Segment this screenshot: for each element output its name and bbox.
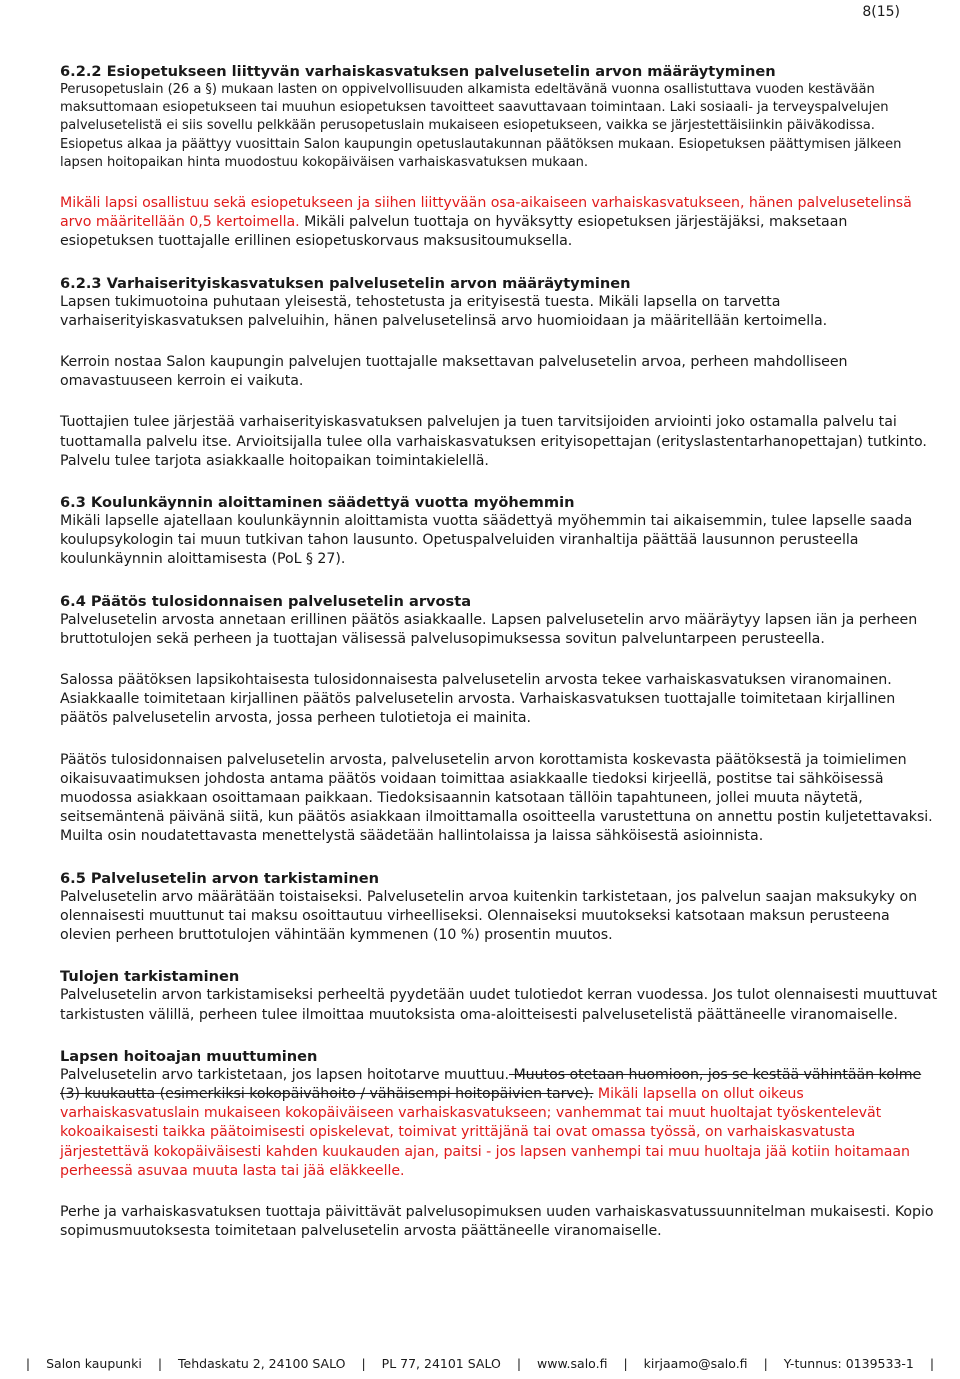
highlighted-text: Mikäli lapsi osallistuu sekä esiopetukseen ja siihen liittyvään osa-aikaiseen varhaiskasvatukseen, hänen palvelusetelinsä arvo määritellään 0,5 kertoimella. [60,195,912,231]
footer-org: Salon kaupunki [46,1356,142,1371]
paragraph: Tuottajien tulee järjestää varhaiserityiskasvatuksen palvelujen ja tuen tarvitsijoiden arviointi joko ostamalla palvelu tai tuottamalla palvelu itse. Arvioitsijalla tulee olla varhaiskasvatuksen erityisopettajan (erityslastentarhanopettajan) tutkinto. Palvelu tulee tarjota asiakkaalle hoitopaikan toimintakielellä. [60,414,927,469]
section-income-check [60,967,940,1024]
footer-email-link[interactable]: kirjaamo@salo.fi [643,1356,748,1371]
footer: | Salon kaupunki | Tehdaskatu 2, 24100 SALO | PL 77, 24101 SALO | www.salo.fi | kirjaamo@salo.fi | Y-tunnus: 0139533-1 | [0,1356,960,1376]
section-6-4 [60,592,940,847]
paragraph: Palvelusetelin arvosta annetaan erillinen päätös asiakkaalle. Lapsen palvelusetelin arvo määräytyy lapsen iän ja perheen bruttotulojen sekä perheen ja tuottajan välisessä palvelusopimuksessa sovitun palveluntarpeen perusteella. [60,611,918,647]
paragraph: Mikäli lapselle ajatellaan koulunkäynnin aloittamista vuotta säädettyä myöhemmin tai aikaisemmin, tulee lapselle saada koulupsykologin tai muun tutkivan tahon lausunto. Opetuspalveluiden viranhaltija päättää lausunnon perusteella koulunkäynnin aloittamisesta (PoL § 27). [60,513,913,568]
highlighted-text: Mikäli lapsella on ollut oikeus varhaiskasvatuslain mukaiseen kokopäiväiseen varhaiskasvatukseen; vanhemmat tai muut huoltajat työskentelevät kokoaikaisesti taikka päätoimisesti opiskelevat, toimivat yrittäjänä tai ovat omassa työssä, on varhaiskasvatusta järjestettävä kokopäiväisesti kahden kuukauden ajan, paitsi - jos lapsen vanhempi tai muu huoltaja jää kotiin hoitamaan perheessä asuvaa muuta lasta tai jää eläkkeelle. [60,1085,910,1179]
paragraph: Palvelusetelin arvo määrätään toistaiseksi. Palvelusetelin arvoa kuitenkin tarkistetaan, jos palvelun saajan maksukyky on olennaisesti muuttunut tai maksu osoittautuu virheelliseksi. Olennaiseksi muutokseksi katsotaan maksun perusteena olevien perheen bruttotulojen vähintään kymmenen (10 %) prosentin muutos. [60,888,918,944]
section-heading: 6.3 Koulunkäynnin aloittaminen säädettyä vuotta myöhemmin [60,494,575,512]
paragraph: Palvelusetelin arvon tarkistamiseksi perheeltä pyydetään uudet tulotiedot kerran vuodessa. Jos tulot olennaisesti muuttuvat tarkistusten välillä, perheen tulee ilmoittaa muutoksista oma-aloitteisesti palvelusetelistä päättäneelle viranomaiselle. [60,987,938,1023]
section-heading: 6.5 Palvelusetelin arvon tarkistaminen [60,869,380,887]
footer-street: Tehdaskatu 2, 24100 SALO [178,1356,346,1371]
section-heading: Lapsen hoitoajan muuttuminen [60,1047,318,1065]
section-6-3 [60,493,940,570]
section-heading: 6.2.3 Varhaiserityiskasvatuksen palvelusetelin arvon määräytyminen [60,274,631,292]
paragraph-text: Palvelusetelin arvo tarkistetaan, jos lapsen hoitotarve muuttuu. [60,1066,510,1083]
section-heading: Tulojen tarkistaminen [60,968,240,986]
section-6-2-3 [60,274,940,471]
paragraph: Salossa päätöksen lapsikohtaisesta tulosidonnaisesta palvelusetelin arvosta tekee varhaiskasvatuksen viranomainen. Asiakkaalle toimitetaan kirjallinen päätös palvelusetelin arvosta. Varhaiskasvatuksen tuottajalle toimitetaan kirjallinen päätös palvelusetelin arvosta, jossa perheen tulotietoja ei mainita. [60,672,896,727]
section-heading: 6.2.2 Esiopetukseen liittyvän varhaiskasvatuksen palvelusetelin arvon määräytyminen [60,63,776,80]
paragraph [60,194,940,252]
page-number: 8(15) [862,4,900,20]
paragraph: Päätös tulosidonnaisen palvelusetelin arvosta, palvelusetelin arvon korottamista koskevasta päätöksestä ja toimielimen oikaisuvaatimuksen johdosta antama päätös voidaan toimittaa asiakkaalle tiedoksi kirjeellä, postitse tai sähköisessä muodossa asiakkaan osoittamaan paikkaan. Tiedoksisaannin katsotaan tällöin tapahtuneen, jollei muuta näytetä, seitsemäntenä päivänä siitä, kun päätös asiakkaan ilmoittamalla osoitteella varustettuna on annettu postin kuljetettavaksi. Muilta osin noudatettavasta menettelystä säädetään hallintolaissa ja laissa sähköisestä asioinnista. [60,751,933,845]
footer-pobox: PL 77, 24101 SALO [381,1356,501,1371]
paragraph [60,1066,940,1181]
footer-business-id: Y-tunnus: 0139533-1 [783,1356,914,1371]
paragraph: Perhe ja varhaiskasvatuksen tuottaja päivittävät palvelusopimuksen uuden varhaiskasvatussuunnitelman mukaisesti. Kopio sopimusmuutoksesta toimitetaan palvelusetelin arvosta päättäneelle viranomaiselle. [60,1203,934,1240]
paragraph-text: Mikäli palvelun tuottaja on hyväksytty esiopetuksen järjestäjäksi, maksetaan esiopetuksen tuottajalle erillinen esiopetuskorvaus maksusitoumuksella. [60,214,848,250]
paragraph: Perusopetuslain (26 a §) mukaan lasten on oppivelvollisuuden alkamista edeltävänä vuonna osallistuttava vuoden kestävään maksuttomaan esiopetukseen tai muuhun esiopetuksen tavoitteet saavuttavaan toimintaan. Laki sosiaali- ja terveyspalvelujen palvelusetelistä ei siis sovellu pelkkään perusopetuslain mukaiseen esiopetukseen, vaikka se järjestettäisiinkin päiväkodissa. Esiopetus alkaa ja päättyy vuosittain Salon kaupungin opetuslautakunnan päätöksen mukaan. Esiopetuksen päättymisen jälkeen lapsen hoitopaikan hinta muodostuu kokopäiväisen varhaiskasvatuksen mukaan. [60,82,902,170]
section-6-2-2 [60,62,940,252]
section-heading: 6.4 Päätös tulosidonnaisen palvelusetelin arvosta [60,592,472,610]
section-care-time-change [60,1047,940,1242]
paragraph: Lapsen tukimuotoina puhutaan yleisestä, tehostetusta ja erityisestä tuesta. Mikäli lapsella on tarvetta varhaiserityiskasvatuksen palveluihin, hänen palvelusetelinsä arvo huomioidaan ja määritellään kertoimella. [60,293,828,329]
footer-web-link[interactable]: www.salo.fi [537,1356,608,1371]
document-body [60,62,940,1241]
paragraph: Kerroin nostaa Salon kaupungin palvelujen tuottajalle maksettavan palvelusetelin arvoa, perheen mahdolliseen omavastuuseen kerroin ei vaikuta. [60,354,848,390]
struck-text: Muutos otetaan huomioon, jos se kestää vähintään kolme (3) kuukautta (esimerkiksi kokopäivähoito / vähäisempi hoitopäivien tarve). [60,1066,922,1102]
section-6-5 [60,869,940,946]
